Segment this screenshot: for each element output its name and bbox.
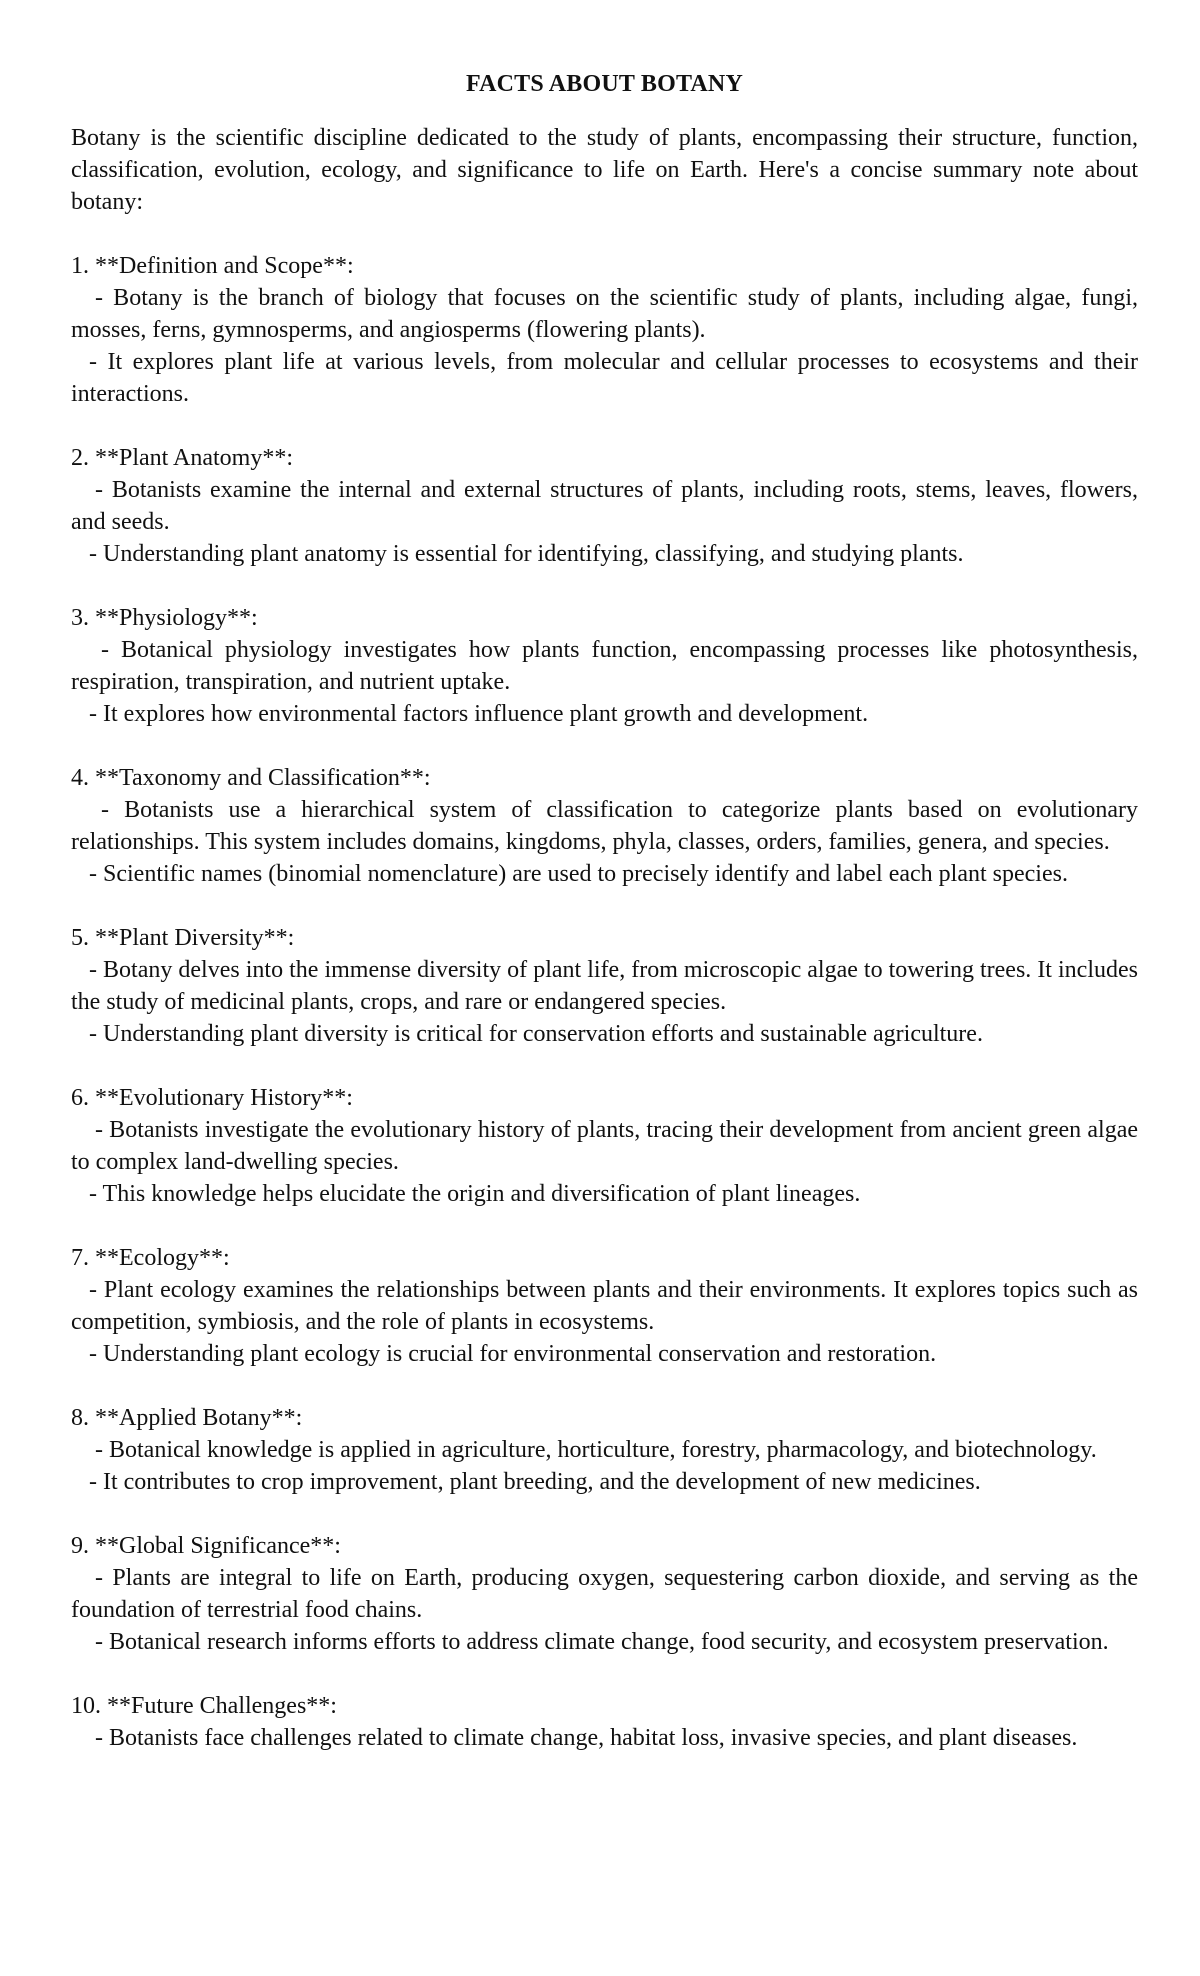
section-4	[71, 762, 1138, 890]
page-title: FACTS ABOUT BOTANY	[466, 71, 743, 97]
bullet-item: - Plant ecology examines the relationships between plants and their environments. It explores topics such as competition, symbiosis, and the role of plants in ecosystems.	[71, 1277, 1138, 1335]
section-heading: 1. **Definition and Scope**:	[71, 253, 354, 279]
section-2	[71, 442, 1138, 570]
bullet-item: - Botanists use a hierarchical system of classification to categorize plants based on evolutionary relationships. This system includes domains, kingdoms, phyla, classes, orders, families, genera, and species.	[71, 797, 1138, 855]
section-5	[71, 922, 1138, 1050]
bullet-item: - Understanding plant anatomy is essential for identifying, classifying, and studying plants.	[89, 541, 964, 567]
bullet-item: - Understanding plant ecology is crucial for environmental conservation and restoration.	[89, 1341, 937, 1367]
bullet-item: - Plants are integral to life on Earth, producing oxygen, sequestering carbon dioxide, and serving as the foundation of terrestrial food chains.	[71, 1565, 1138, 1623]
section-7	[71, 1242, 1138, 1370]
section-9	[71, 1530, 1138, 1658]
bullet-item: - Botanical physiology investigates how plants function, encompassing processes like photosynthesis, respiration, transpiration, and nutrient uptake.	[71, 637, 1138, 695]
section-heading: 2. **Plant Anatomy**:	[71, 445, 293, 471]
section-heading: 4. **Taxonomy and Classification**:	[71, 765, 431, 791]
bullet-item: - Botanical research informs efforts to address climate change, food security, and ecosystem preservation.	[95, 1629, 1109, 1655]
bullet-item: - Botany is the branch of biology that focuses on the scientific study of plants, including algae, fungi, mosses, ferns, gymnosperms, and angiosperms (flowering plants).	[71, 285, 1138, 343]
section-heading: 10. **Future Challenges**:	[71, 1693, 337, 1719]
section-1	[71, 250, 1138, 410]
document-page	[71, 60, 1138, 1754]
section-8	[71, 1402, 1138, 1498]
bullet-item: - It explores plant life at various levels, from molecular and cellular processes to ecosystems and their interactions.	[71, 349, 1138, 407]
section-heading: 7. **Ecology**:	[71, 1245, 230, 1271]
bullet-item: - Botanical knowledge is applied in agriculture, horticulture, forestry, pharmacology, and biotechnology.	[95, 1437, 1097, 1463]
bullet-item: - This knowledge helps elucidate the origin and diversification of plant lineages.	[89, 1181, 861, 1207]
bullet-item: - Scientific names (binomial nomenclature) are used to precisely identify and label each plant species.	[89, 861, 1068, 887]
section-heading: 5. **Plant Diversity**:	[71, 925, 295, 951]
bullet-item: - Botanists examine the internal and external structures of plants, including roots, stems, leaves, flowers, and seeds.	[71, 477, 1138, 535]
bullet-item: - It contributes to crop improvement, plant breeding, and the development of new medicines.	[89, 1469, 981, 1495]
section-heading: 6. **Evolutionary History**:	[71, 1085, 353, 1111]
bullet-item: - Botanists investigate the evolutionary history of plants, tracing their development from ancient green algae to complex land-dwelling species.	[71, 1117, 1138, 1175]
section-heading: 8. **Applied Botany**:	[71, 1405, 303, 1431]
section-6	[71, 1082, 1138, 1210]
section-10	[71, 1690, 1138, 1754]
bullet-item: - Botanists face challenges related to climate change, habitat loss, invasive species, and plant diseases.	[95, 1725, 1078, 1751]
section-heading: 3. **Physiology**:	[71, 605, 258, 631]
section-3	[71, 602, 1138, 730]
intro-paragraph: Botany is the scientific discipline dedicated to the study of plants, encompassing their structure, function, classification, evolution, ecology, and significance to life on Earth. Here's a concise summary note about botany:	[71, 125, 1138, 215]
bullet-item: - Botany delves into the immense diversity of plant life, from microscopic algae to towering trees. It includes the study of medicinal plants, crops, and rare or endangered species.	[71, 957, 1138, 1015]
bullet-item: - Understanding plant diversity is critical for conservation efforts and sustainable agriculture.	[89, 1021, 983, 1047]
bullet-item: - It explores how environmental factors influence plant growth and development.	[89, 701, 869, 727]
section-heading: 9. **Global Significance**:	[71, 1533, 341, 1559]
